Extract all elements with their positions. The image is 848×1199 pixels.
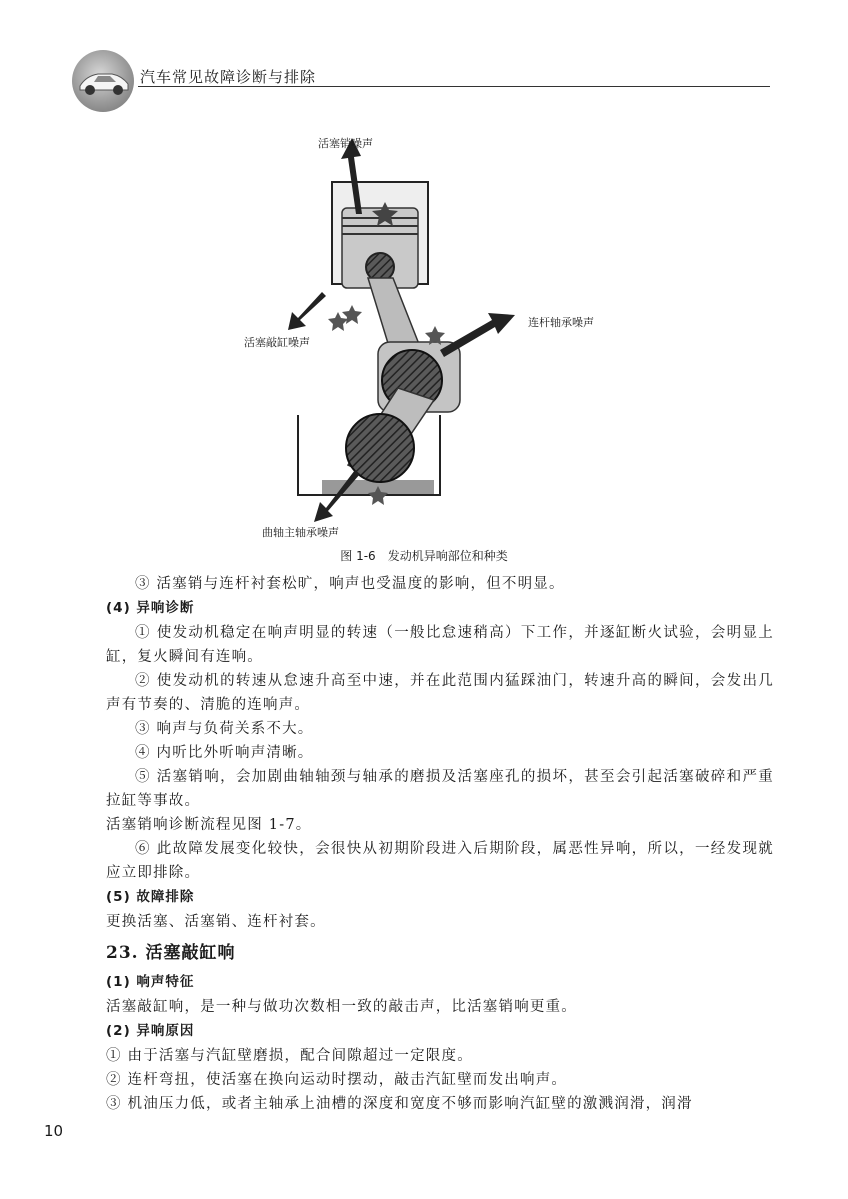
- label-main-bearing-noise: 曲轴主轴承噪声: [262, 526, 339, 539]
- paragraph: ⑥ 此故障发展变化较快，会很快从初期阶段进入后期阶段，属恶性异响，所以，一经发现就应立即排除。: [106, 841, 774, 881]
- paragraph: ③ 机油压力低，或者主轴承上油槽的深度和宽度不够而影响汽缸壁的激溅润滑，润滑: [106, 1096, 693, 1112]
- subheading-noise-cause: (2) 异响原因: [106, 1023, 195, 1039]
- paragraph: ③ 活塞销与连杆衬套松旷，响声也受温度的影响，但不明显。: [135, 576, 565, 592]
- arrow-piston-slap: [288, 292, 326, 330]
- subheading-noise-feature: (1) 响声特征: [106, 974, 195, 990]
- paragraph: ④ 内听比外听响声清晰。: [135, 745, 314, 761]
- paragraph: ③ 响声与负荷关系不大。: [135, 721, 314, 737]
- paragraph: ① 由于活塞与汽缸壁磨损，配合间隙超过一定限度。: [106, 1048, 473, 1064]
- label-piston-slap-noise: 活塞敲缸噪声: [244, 336, 310, 349]
- paragraph: 活塞销响诊断流程见图 1-7。: [106, 817, 312, 833]
- paragraph: ② 连杆弯扭，使活塞在换向运动时摆动，敲击汽缸壁而发出响声。: [106, 1072, 568, 1088]
- running-header-title: 汽车常见故障诊断与排除: [140, 68, 317, 86]
- subheading-troubleshooting: (5) 故障排除: [106, 889, 195, 905]
- chapter-logo-car: [72, 50, 134, 112]
- header-rule: [138, 86, 770, 87]
- label-rod-bearing-noise: 连杆轴承噪声: [528, 316, 594, 329]
- paragraph: ① 使发动机稳定在响声明显的转速（一般比怠速稍高）下工作，并逐缸断火试验，会明显上缸，复火瞬间有连响。: [106, 625, 774, 665]
- section-title: 23. 活塞敲缸响: [106, 943, 236, 963]
- arrow-rod-bearing: [440, 313, 515, 357]
- paragraph: ② 使发动机的转速从怠速升高至中速，并在此范围内猛踩油门，转速升高的瞬间，会发出几声有节奏的、清脆的连响声。: [106, 673, 774, 713]
- piston-pin: [366, 253, 394, 281]
- subheading-diagnosis: (4) 异响诊断: [106, 600, 195, 616]
- body-text: [106, 572, 774, 1116]
- figure-caption: 图 1-6 发动机异响部位和种类: [340, 549, 508, 563]
- paragraph: 更换活塞、活塞销、连杆衬套。: [106, 914, 326, 930]
- label-piston-pin-noise: 活塞销噪声: [318, 137, 373, 150]
- page-number: 10: [44, 1122, 64, 1140]
- paragraph: 活塞敲缸响，是一种与做功次数相一致的敲击声，比活塞销响更重。: [106, 999, 577, 1015]
- paragraph: ⑤ 活塞销响，会加剧曲轴轴颈与轴承的磨损及活塞座孔的损坏，甚至会引起活塞破碎和严重拉缸等事故。: [106, 769, 774, 809]
- engine-noise-figure: [230, 130, 630, 550]
